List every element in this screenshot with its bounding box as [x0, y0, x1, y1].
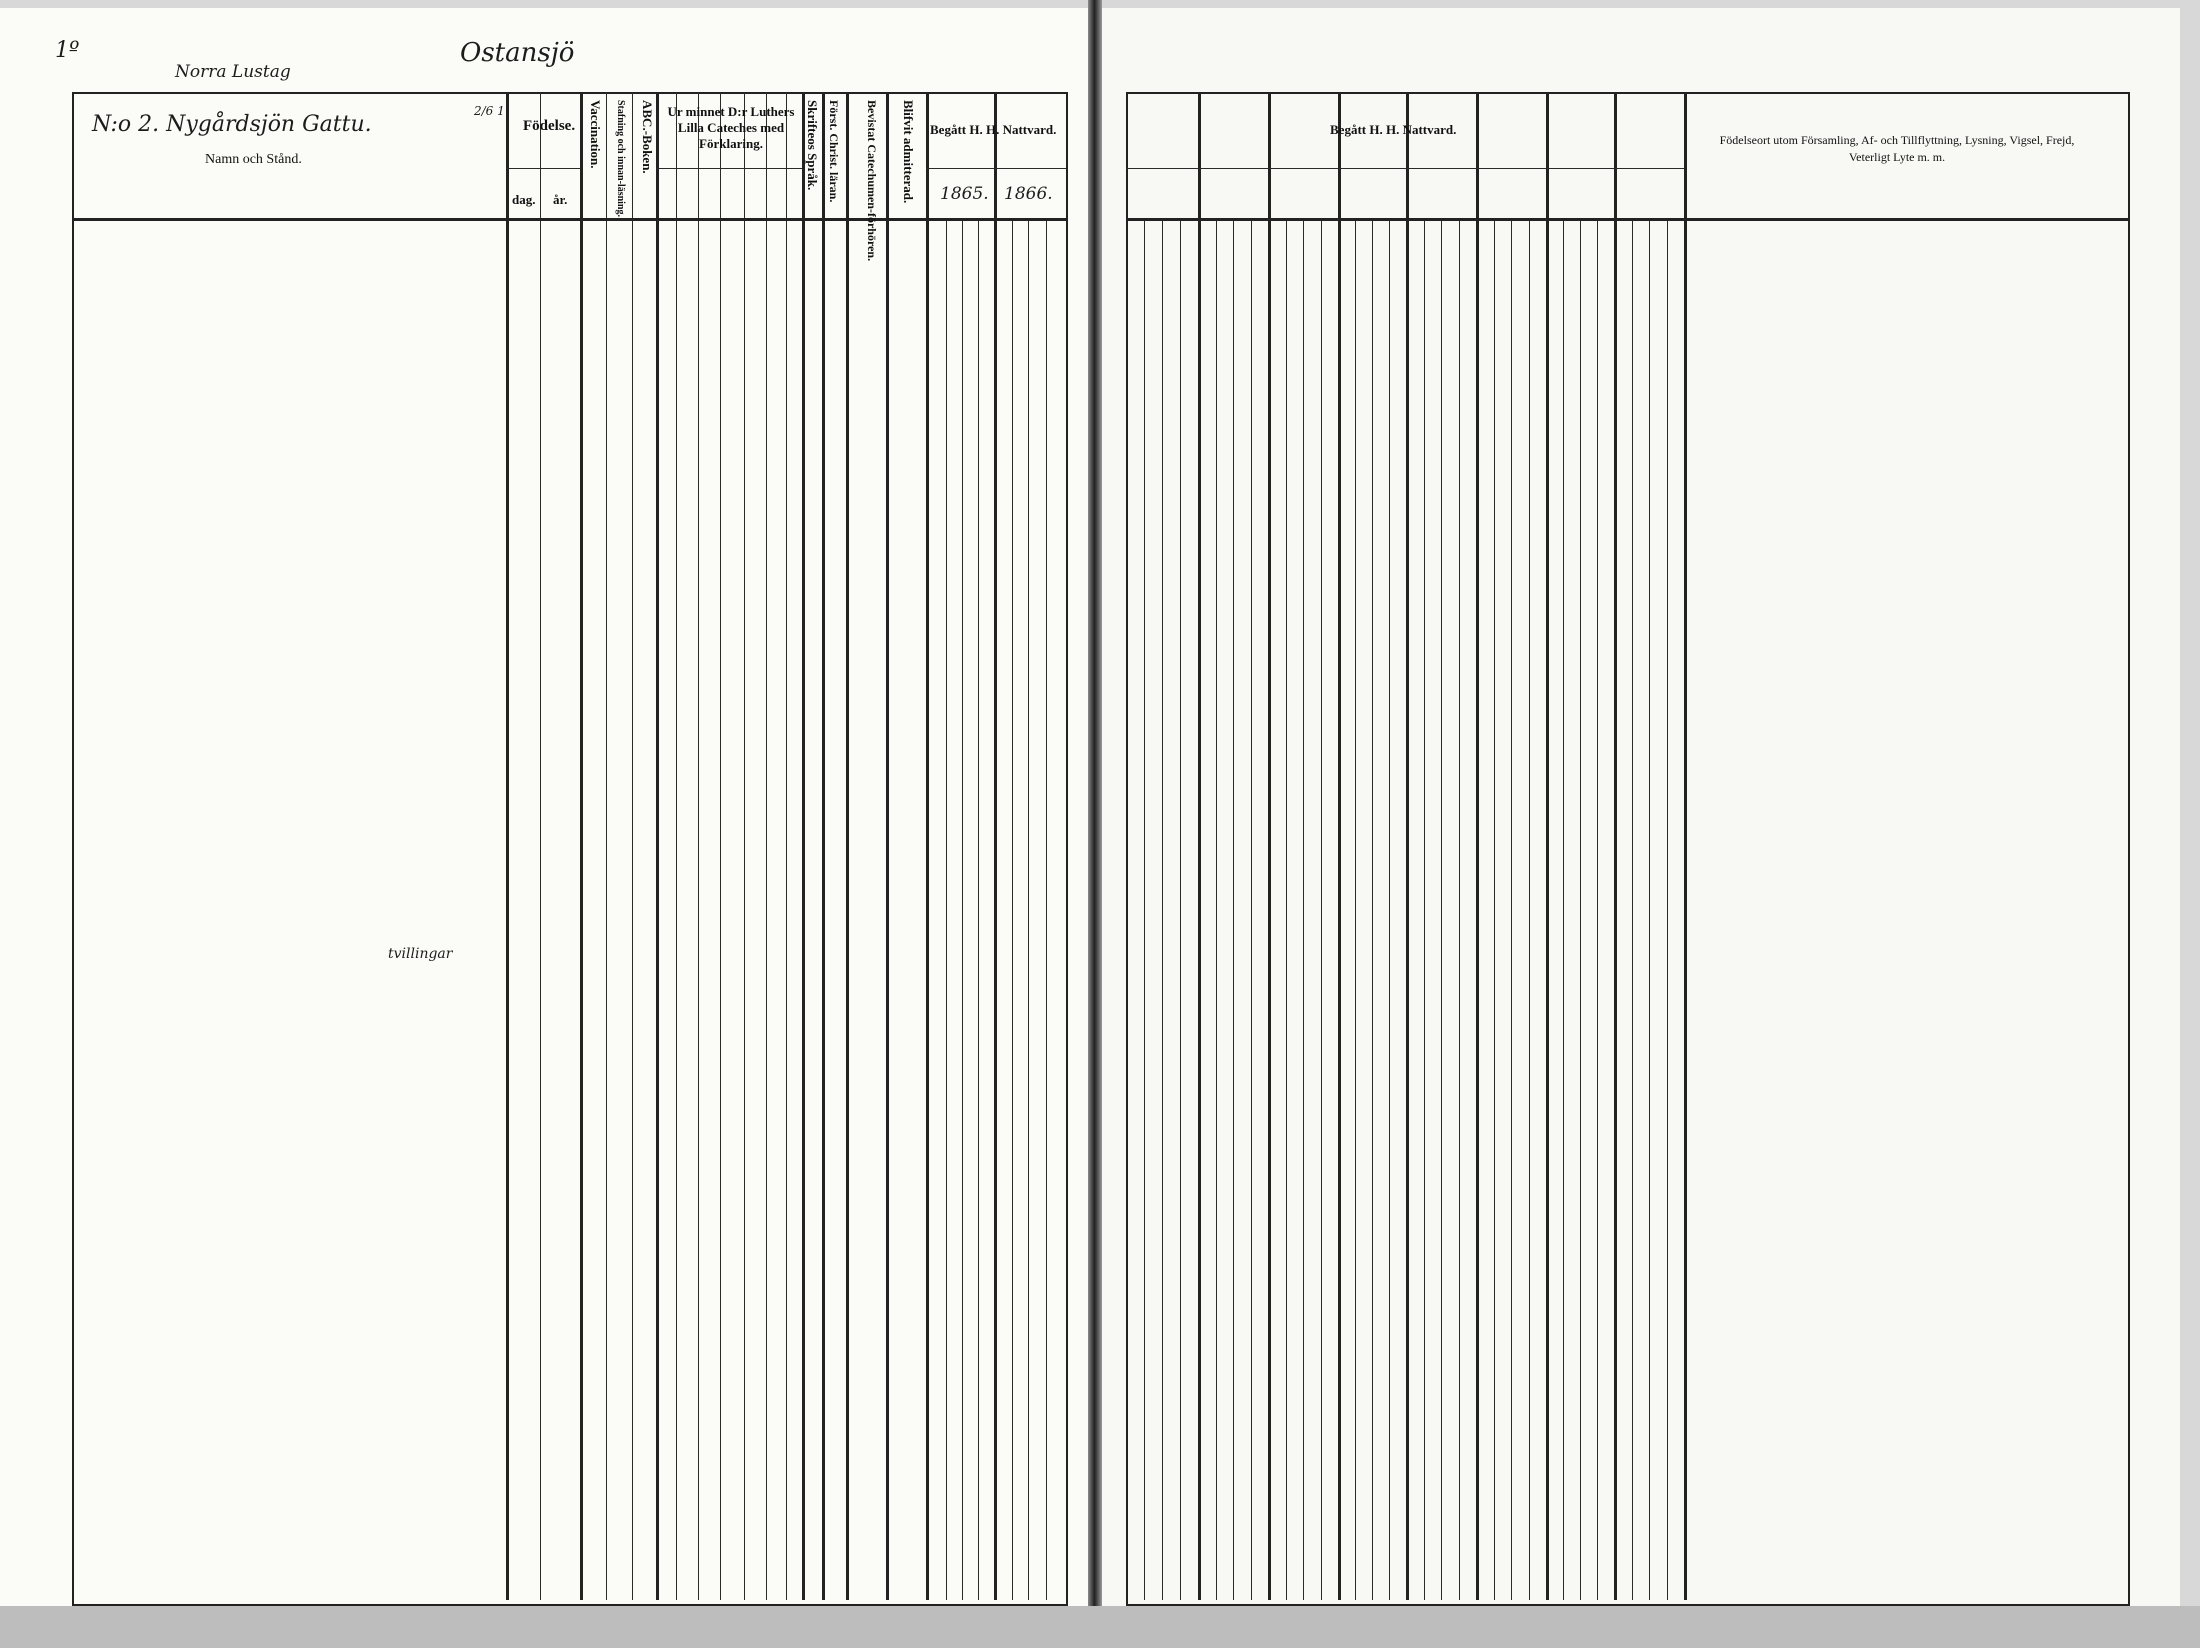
right-sub-rule	[1162, 218, 1163, 1600]
right-communion-header: Begått H. H. Nattvard.	[1330, 122, 1457, 137]
right-sub-rule	[1597, 218, 1598, 1600]
right-sub-rule	[1389, 218, 1390, 1600]
right-year-rule	[1546, 92, 1549, 1600]
right-sub-rule	[1321, 218, 1322, 1600]
left-column-rule	[962, 218, 963, 1600]
christianity-header: Först. Christ. läran.	[827, 100, 841, 203]
right-year-rule	[1338, 92, 1341, 1600]
birth-subheader-rule	[506, 168, 580, 169]
left-column-rule	[1012, 218, 1013, 1600]
left-column-rule	[1028, 218, 1029, 1600]
writing-header: Skrifteos Språk.	[805, 100, 820, 191]
left-column-rule	[606, 92, 607, 1600]
left-column-rule	[698, 92, 699, 1600]
right-sub-rule	[1667, 218, 1668, 1600]
right-sub-rule	[1632, 218, 1633, 1600]
left-column-rule	[676, 92, 677, 1600]
right-year-rule	[1268, 92, 1271, 1600]
communion-subheader-rule	[926, 168, 1066, 169]
village-note: Ostansjö	[460, 38, 575, 68]
twins-note: tvillingar	[388, 946, 453, 962]
left-column-rule	[786, 92, 787, 1600]
left-column-rule	[978, 218, 979, 1600]
right-sub-rule	[1251, 218, 1252, 1600]
left-column-rule	[994, 92, 997, 1600]
left-table-frame	[72, 92, 1068, 1606]
right-sub-rule	[1563, 218, 1564, 1600]
abc-book-header: ABC.-Boken.	[640, 100, 655, 174]
left-communion-header: Begått H. H. Nattvard.	[930, 122, 1057, 137]
right-year-header-rule	[1126, 168, 1684, 169]
right-sub-rule	[1424, 218, 1425, 1600]
right-header-rule	[1126, 218, 2128, 221]
left-column-rule	[846, 92, 849, 1600]
right-sub-rule	[1303, 218, 1304, 1600]
left-column-rule	[580, 92, 583, 1600]
page-number-note: 1º	[55, 38, 80, 63]
birth-column-header: Födelse.	[523, 118, 576, 134]
right-sub-rule	[1216, 218, 1217, 1600]
left-column-rule	[926, 92, 929, 1600]
left-column-rule	[1046, 218, 1047, 1600]
catechumen-header: Bevistat Catechumen-förhören.	[865, 100, 879, 262]
right-sub-rule	[1180, 218, 1181, 1600]
admitted-header: Blifvit admitterad.	[901, 100, 916, 204]
right-table-frame	[1126, 92, 2130, 1606]
right-sub-rule	[1649, 218, 1650, 1600]
catechism-header: Ur minnet D:r Luthers Lilla Cateches med Förklaring.	[667, 104, 795, 151]
section-header: N:o 2. Nygårdsjön Gattu.	[92, 112, 372, 137]
district-note: Norra Lustag	[175, 62, 291, 82]
left-column-rule	[540, 92, 541, 1600]
right-year-rule	[1198, 92, 1201, 1600]
right-sub-rule	[1529, 218, 1530, 1600]
right-sub-rule	[1580, 218, 1581, 1600]
left-column-rule	[946, 218, 947, 1600]
right-sub-rule	[1233, 218, 1234, 1600]
left-column-rule	[822, 92, 825, 1600]
left-column-rule	[656, 92, 659, 1600]
right-year-rule	[1406, 92, 1409, 1600]
communion-year-1866: 1866.	[1004, 184, 1053, 204]
reading-header: Stafning och innan-läsning.	[615, 100, 626, 217]
left-column-rule	[766, 92, 767, 1600]
left-column-rule	[744, 92, 745, 1600]
right-sub-rule	[1441, 218, 1442, 1600]
birth-year-subheader: år.	[553, 192, 568, 207]
left-column-rule	[506, 92, 509, 1600]
header-number: 2/6 1	[474, 104, 505, 118]
remarks-header: Födelseort utom Församling, Af- och Tillflyttning, Lysning, Vigsel, Frejd, Veterligt Lyte m. m.	[1719, 133, 2075, 164]
book-gutter	[1088, 0, 1102, 1648]
right-sub-rule	[1459, 218, 1460, 1600]
right-year-rule	[1476, 92, 1479, 1600]
catechism-subheader-rule	[656, 168, 802, 169]
right-sub-rule	[1144, 218, 1145, 1600]
right-sub-rule	[1511, 218, 1512, 1600]
left-column-rule	[720, 92, 721, 1600]
communion-year-1865: 1865.	[940, 184, 989, 204]
name-column-header: Namn och Stånd.	[205, 152, 302, 167]
right-sub-rule	[1372, 218, 1373, 1600]
left-column-rule	[886, 92, 889, 1600]
left-header-rule	[72, 218, 1066, 221]
right-year-rule	[1684, 92, 1687, 1600]
right-sub-rule	[1286, 218, 1287, 1600]
right-sub-rule	[1355, 218, 1356, 1600]
vaccination-header: Vaccination.	[588, 100, 603, 169]
right-year-rule	[1614, 92, 1617, 1600]
left-column-rule	[802, 92, 805, 1600]
birth-day-subheader: dag.	[512, 192, 536, 207]
left-column-rule	[632, 92, 633, 1600]
scan-bottom-edge	[0, 1606, 2200, 1648]
right-sub-rule	[1494, 218, 1495, 1600]
